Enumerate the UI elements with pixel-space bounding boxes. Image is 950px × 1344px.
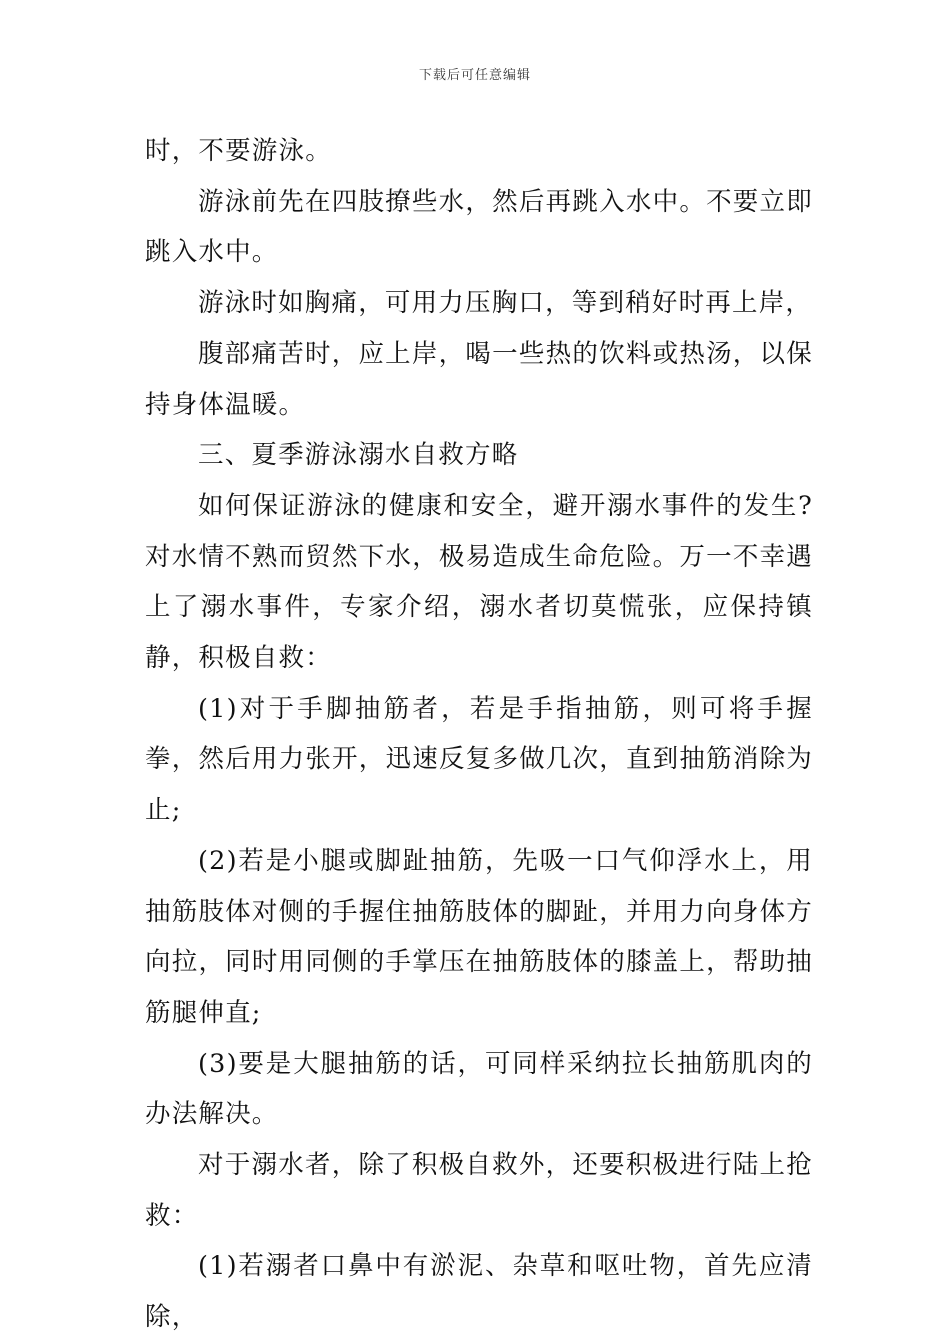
document-body bbox=[145, 126, 813, 1343]
paragraph: (3)要是大腿抽筋的话，可同样采纳拉长抽筋肌肉的办法解决。 bbox=[145, 1048, 813, 1130]
paragraph: 游泳时如胸痛，可用力压胸口，等到稍好时再上岸， bbox=[198, 288, 813, 319]
page-header-note: 下载后可任意编辑 bbox=[418, 68, 531, 83]
paragraph: (2)若是小腿或脚趾抽筋，先吸一口气仰浮水上，用抽筋肢体对侧的手握住抽筋肢体的脚趾，并用力向身体方向拉，同时用同侧的手掌压在抽筋肢体的膝盖上，帮助抽筋腿伸直; bbox=[145, 845, 813, 1028]
paragraph: 时，不要游泳。 bbox=[145, 136, 332, 166]
paragraph: (1)对于手脚抽筋者，若是手指抽筋，则可将手握拳，然后用力张开，迅速反复多做几次，直到抽筋消除为止; bbox=[145, 693, 813, 826]
paragraph: 游泳前先在四肢撩些水，然后再跳入水中。不要立即跳入水中。 bbox=[145, 186, 813, 268]
paragraph: 对于溺水者，除了积极自救外，还要积极进行陆上抢救： bbox=[145, 1150, 813, 1231]
section-heading: 三、夏季游泳溺水自救方略 bbox=[198, 440, 519, 471]
paragraph: 腹部痛苦时，应上岸，喝一些热的饮料或热汤，以保持身体温暖。 bbox=[145, 338, 813, 420]
paragraph: (1)若溺者口鼻中有淤泥、杂草和呕吐物，首先应清除， bbox=[145, 1251, 813, 1333]
paragraph: 如何保证游泳的健康和安全，避开溺水事件的发生?对水情不熟而贸然下水，极易造成生命危险。万一不幸遇上了溺水事件，专家介绍，溺水者切莫慌张，应保持镇静，积极自救： bbox=[145, 490, 813, 674]
